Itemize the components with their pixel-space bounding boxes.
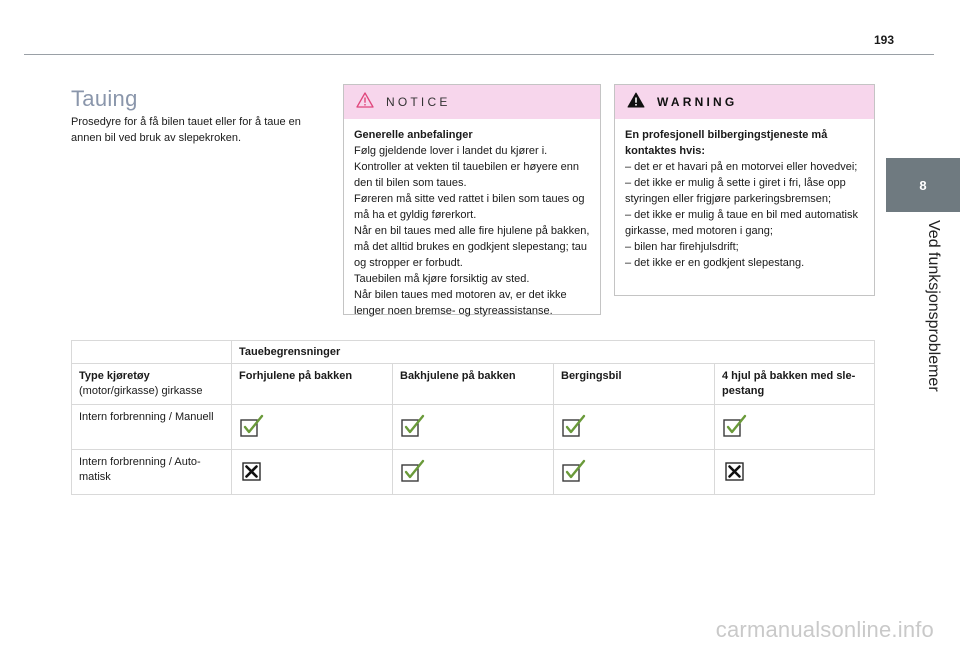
warning-item: – det ikke er mulig å sette i giret i fri, låse opp styringen eller frigjøre parkeringsbremsen;	[625, 177, 846, 205]
warning-heading: En profesjonell bilbergingstjeneste må kontaktes hvis:	[625, 129, 828, 157]
chapter-tab-number: 8	[919, 177, 927, 193]
table-corner-cell	[72, 341, 232, 364]
row-label: Intern forbrenning / Auto-matisk	[72, 450, 232, 495]
table-row	[72, 450, 875, 495]
table-cell	[232, 405, 393, 450]
type-header-sublabel: (motor/girkasse) girkasse	[79, 385, 203, 397]
warning-triangle-outline-icon	[356, 92, 374, 113]
table-cell	[715, 405, 875, 450]
warning-item: – bilen har firehjulsdrift;	[625, 241, 739, 253]
chapter-tab[interactable]	[886, 158, 960, 212]
check-box-icon	[561, 413, 587, 439]
table-cell	[715, 450, 875, 495]
type-header-label: Type kjøretøy	[79, 370, 150, 382]
column-header: Forhjulene på bakken	[232, 364, 393, 405]
cross-box-icon	[722, 458, 748, 484]
notice-label: NOTICE	[386, 95, 451, 109]
notice-box	[343, 84, 601, 315]
table-header-row	[72, 364, 875, 405]
table-title-row	[72, 341, 875, 364]
warning-label: WARNING	[657, 95, 738, 109]
warning-item: – det er et havari på en motorvei eller hovedvei;	[625, 161, 858, 173]
header-divider	[24, 54, 934, 55]
section-title: Tauing	[71, 86, 138, 111]
notice-line: Følg gjeldende lover i landet du kjører i.	[354, 145, 548, 157]
warning-box	[614, 84, 875, 296]
page-number: 193	[873, 33, 894, 47]
warning-triangle-filled-icon	[627, 92, 645, 113]
section-intro: Prosedyre for å få bilen tauet eller for å taue en annen bil ved bruk av slepekroken.	[71, 116, 301, 144]
column-header: Bergingsbil	[554, 364, 715, 405]
notice-line: Kontroller at vekten til tauebilen er høyere enn den til bilen som taues.	[354, 161, 580, 189]
warning-body	[615, 119, 874, 281]
warning-item: – det ikke er en godkjent slepestang.	[625, 257, 805, 269]
notice-line: Tauebilen må kjøre forsiktig av sted.	[354, 273, 530, 285]
type-header-cell	[72, 364, 232, 405]
check-box-icon	[239, 413, 265, 439]
chapter-title: Ved funksjonsproblemer	[925, 220, 942, 392]
watermark: carmanualsonline.info	[715, 617, 934, 642]
check-box-icon	[561, 458, 587, 484]
towing-limits-table	[71, 340, 875, 495]
check-box-icon	[400, 458, 426, 484]
check-box-icon	[722, 413, 748, 439]
cross-box-icon	[239, 458, 265, 484]
notice-heading: Generelle anbefalinger	[354, 129, 473, 141]
row-label: Intern forbrenning / Manuell	[72, 405, 232, 450]
table-cell	[232, 450, 393, 495]
notice-header	[344, 85, 600, 119]
table-cell	[393, 405, 554, 450]
column-header: 4 hjul på bakken med sle-pestang	[715, 364, 875, 405]
check-box-icon	[400, 413, 426, 439]
table-row	[72, 405, 875, 450]
notice-line: Føreren må sitte ved rattet i bilen som taues og må ha et gyldig førerkort.	[354, 193, 585, 221]
table-cell	[554, 450, 715, 495]
table-cell	[393, 450, 554, 495]
warning-item: – det ikke er mulig å taue en bil med automatisk girkasse, med motoren i gang;	[625, 209, 858, 237]
warning-header	[615, 85, 874, 119]
column-header: Bakhjulene på bakken	[393, 364, 554, 405]
table-title: Tauebegrensninger	[232, 341, 875, 364]
table-cell	[554, 405, 715, 450]
notice-line: Når en bil taues med alle fire hjulene på bakken, må det alltid brukes en godkjent slepestang; tau og stropper er forbudt.	[354, 225, 590, 269]
notice-body	[344, 119, 600, 329]
notice-line: Når bilen taues med motoren av, er det ikke lenger noen bremse- og styreassistanse.	[354, 289, 567, 317]
